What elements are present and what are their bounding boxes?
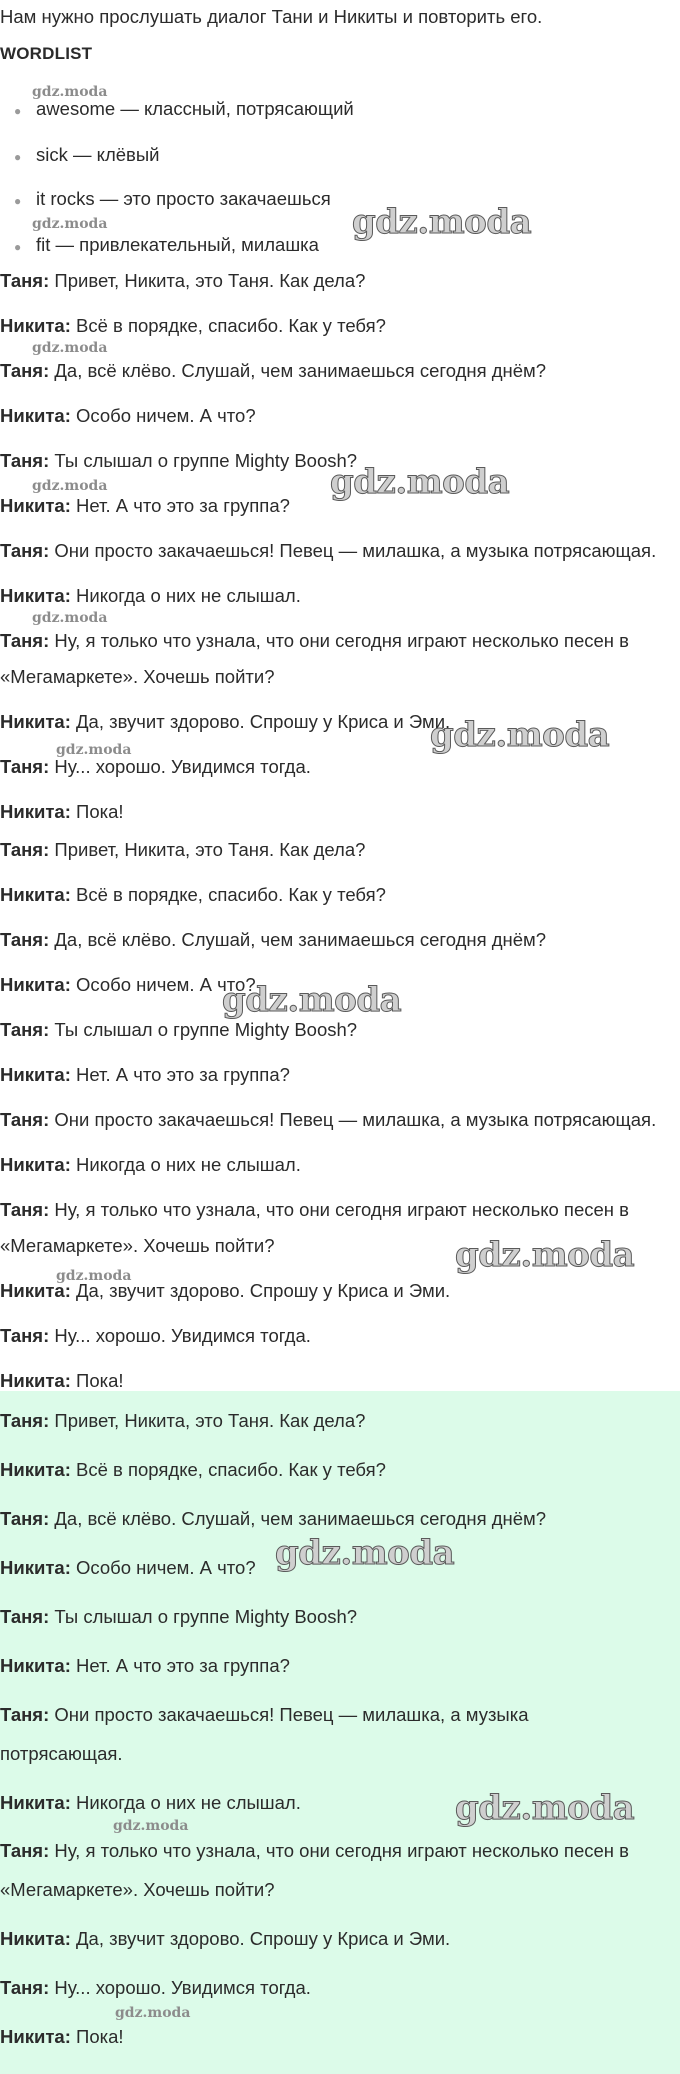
- watermark: gdz.moda: [330, 462, 510, 502]
- speaker-label: Никита:: [0, 405, 71, 426]
- speaker-label: Никита:: [0, 1655, 71, 1676]
- dialog-text: Никогда о них не слышал.: [76, 585, 301, 606]
- speaker-label: Таня:: [0, 1410, 50, 1431]
- dialog-line-nikita: [0, 585, 301, 607]
- dialog-text: Нет. А что это за группа?: [76, 1064, 290, 1085]
- dialog-line-tanya: [0, 1410, 365, 1432]
- watermark: gdz.moda: [455, 1788, 635, 1828]
- dialog-line-tanya: [0, 1325, 311, 1347]
- dialog-line-tanya: [0, 360, 546, 382]
- dialog-line-nikita: [0, 974, 256, 996]
- speaker-label: Никита:: [0, 1154, 71, 1175]
- speaker-label: Таня:: [0, 756, 50, 777]
- dialog-text: Ты слышал о группе Mighty Boosh?: [54, 1019, 358, 1040]
- wordlist-item: fit — привлекательный, милашка: [36, 234, 319, 255]
- speaker-label: Таня:: [0, 540, 50, 561]
- dialog-text: Никогда о них не слышал.: [76, 1154, 301, 1175]
- dialog-text: Нет. А что это за группа?: [76, 1655, 290, 1676]
- dialog-line-continuation: «Мегамаркете». Хочешь пойти?: [0, 666, 275, 687]
- dialog-text: Нет. А что это за группа?: [76, 495, 290, 516]
- dialog-text: Всё в порядке, спасибо. Как у тебя?: [76, 315, 386, 336]
- dialog-text: Всё в порядке, спасибо. Как у тебя?: [76, 884, 386, 905]
- speaker-label: Таня:: [0, 1704, 50, 1725]
- dialog-line-nikita: [0, 1557, 256, 1579]
- watermark: gdz.moda: [32, 340, 108, 356]
- speaker-label: Таня:: [0, 839, 50, 860]
- dialog-line-tanya: [0, 1704, 529, 1726]
- dialog-line-tanya: [0, 756, 311, 778]
- dialog-text: Они просто закачаешься! Певец — милашка, а музыка: [54, 1704, 529, 1725]
- dialog-line-tanya: [0, 1840, 629, 1862]
- watermark: gdz.moda: [56, 1268, 132, 1284]
- speaker-label: Никита:: [0, 315, 71, 336]
- speaker-label: Никита:: [0, 1792, 71, 1813]
- watermark: gdz.moda: [455, 1235, 635, 1275]
- speaker-label: Никита:: [0, 1064, 71, 1085]
- dialog-line-tanya: [0, 450, 357, 472]
- dialog-line-nikita: [0, 711, 450, 733]
- speaker-label: Никита:: [0, 711, 71, 732]
- dialog-text: Они просто закачаешься! Певец — милашка, а музыка потрясающая.: [54, 1109, 657, 1130]
- dialog-line-nikita: [0, 495, 290, 517]
- dialog-text: Ну... хорошо. Увидимся тогда.: [54, 1325, 311, 1346]
- dialog-text: Ну, я только что узнала, что они сегодня играют несколько песен в: [54, 1199, 629, 1220]
- speaker-label: Таня:: [0, 1840, 50, 1861]
- watermark: gdz.moda: [32, 610, 108, 626]
- watermark: gdz.moda: [32, 478, 108, 494]
- speaker-label: Никита:: [0, 1557, 71, 1578]
- dialog-line-nikita: [0, 405, 256, 427]
- speaker-label: Никита:: [0, 495, 71, 516]
- speaker-label: Никита:: [0, 1280, 71, 1301]
- dialog-text: Привет, Никита, это Таня. Как дела?: [54, 270, 366, 291]
- watermark: gdz.moda: [430, 715, 610, 755]
- dialog-line-nikita: [0, 801, 124, 823]
- bullet-icon: ●: [14, 240, 22, 254]
- dialog-text: Они просто закачаешься! Певец — милашка, а музыка потрясающая.: [54, 540, 657, 561]
- dialog-line-nikita: [0, 315, 386, 337]
- watermark: gdz.moda: [32, 216, 108, 232]
- speaker-label: Таня:: [0, 1109, 50, 1130]
- speaker-label: Таня:: [0, 630, 50, 651]
- dialog-text: Особо ничем. А что?: [76, 974, 256, 995]
- dialog-line-tanya: [0, 1977, 311, 1999]
- watermark: gdz.moda: [275, 1533, 455, 1573]
- dialog-text: Пока!: [76, 2026, 124, 2047]
- dialog-line-nikita: [0, 884, 386, 906]
- dialog-text: Пока!: [76, 801, 124, 822]
- wordlist-heading: WORDLIST: [0, 44, 93, 63]
- dialog-line-nikita: [0, 1064, 290, 1086]
- speaker-label: Таня:: [0, 1508, 50, 1529]
- dialog-line-tanya: [0, 540, 656, 562]
- speaker-label: Никита:: [0, 884, 71, 905]
- dialog-text: Да, всё клёво. Слушай, чем занимаешься сегодня днём?: [54, 360, 547, 381]
- dialog-text: Ну... хорошо. Увидимся тогда.: [54, 1977, 311, 1998]
- dialog-line-nikita: [0, 1655, 290, 1677]
- dialog-line-tanya: [0, 1508, 546, 1530]
- speaker-label: Никита:: [0, 585, 71, 606]
- speaker-label: Таня:: [0, 450, 50, 471]
- speaker-label: Таня:: [0, 1977, 50, 1998]
- speaker-label: Никита:: [0, 1459, 71, 1480]
- dialog-line-tanya: [0, 1606, 357, 1628]
- watermark: gdz.moda: [222, 980, 402, 1020]
- dialog-line-tanya: [0, 929, 546, 951]
- bullet-icon: ●: [14, 104, 22, 118]
- watermark: gdz.moda: [32, 84, 108, 100]
- dialog-text: Пока!: [76, 1370, 124, 1391]
- dialog-line-tanya: [0, 1109, 656, 1131]
- dialog-text: Привет, Никита, это Таня. Как дела?: [54, 839, 366, 860]
- dialog-text: Ну, я только что узнала, что они сегодня играют несколько песен в: [54, 630, 629, 651]
- dialog-text: Всё в порядке, спасибо. Как у тебя?: [76, 1459, 386, 1480]
- speaker-label: Таня:: [0, 1325, 50, 1346]
- speaker-label: Никита:: [0, 801, 71, 822]
- dialog-line-continuation: «Мегамаркете». Хочешь пойти?: [0, 1235, 275, 1256]
- wordlist-item: sick — клёвый: [36, 144, 160, 165]
- dialog-line-nikita: [0, 2026, 124, 2048]
- watermark: gdz.moda: [115, 2005, 191, 2021]
- dialog-text: Привет, Никита, это Таня. Как дела?: [54, 1410, 366, 1431]
- watermark: gdz.moda: [352, 202, 532, 242]
- bullet-icon: ●: [14, 150, 22, 164]
- dialog-line-nikita: [0, 1154, 301, 1176]
- dialog-text: Ты слышал о группе Mighty Boosh?: [54, 450, 358, 471]
- dialog-line-nikita: [0, 1459, 386, 1481]
- dialog-line-tanya: [0, 270, 365, 292]
- dialog-line-tanya: [0, 839, 365, 861]
- dialog-line-nikita: [0, 1928, 450, 1950]
- bullet-icon: ●: [14, 194, 22, 208]
- speaker-label: Никита:: [0, 974, 71, 995]
- dialog-line-nikita: [0, 1792, 301, 1814]
- dialog-text: Да, всё клёво. Слушай, чем занимаешься сегодня днём?: [54, 929, 547, 950]
- dialog-text: Ну... хорошо. Увидимся тогда.: [54, 756, 311, 777]
- watermark: gdz.moda: [113, 1818, 189, 1834]
- dialog-text: Да, звучит здорово. Спрошу у Криса и Эми.: [76, 711, 451, 732]
- speaker-label: Никита:: [0, 2026, 71, 2047]
- speaker-label: Таня:: [0, 270, 50, 291]
- dialog-line-tanya: [0, 1019, 357, 1041]
- speaker-label: Таня:: [0, 360, 50, 381]
- dialog-text: Да, звучит здорово. Спрошу у Криса и Эми.: [76, 1280, 451, 1301]
- speaker-label: Таня:: [0, 1019, 50, 1040]
- dialog-text: Да, звучит здорово. Спрошу у Криса и Эми.: [76, 1928, 451, 1949]
- highlighted-dialog-block: [0, 1391, 680, 2074]
- dialog-text: Никогда о них не слышал.: [76, 1792, 301, 1813]
- watermark: gdz.moda: [56, 742, 132, 758]
- dialog-line-nikita: [0, 1370, 124, 1392]
- dialog-line-tanya: [0, 1199, 629, 1221]
- dialog-text: Да, всё клёво. Слушай, чем занимаешься сегодня днём?: [54, 1508, 547, 1529]
- dialog-text: Ну, я только что узнала, что они сегодня играют несколько песен в: [54, 1840, 629, 1861]
- speaker-label: Никита:: [0, 1370, 71, 1391]
- wordlist-item: it rocks — это просто закачаешься: [36, 188, 331, 209]
- dialog-text: Особо ничем. А что?: [76, 1557, 256, 1578]
- speaker-label: Таня:: [0, 929, 50, 950]
- intro-text: Нам нужно прослушать диалог Тани и Никиты и повторить его.: [0, 6, 543, 27]
- dialog-line-continuation: «Мегамаркете». Хочешь пойти?: [0, 1879, 275, 1900]
- speaker-label: Никита:: [0, 1928, 71, 1949]
- speaker-label: Таня:: [0, 1606, 50, 1627]
- speaker-label: Таня:: [0, 1199, 50, 1220]
- dialog-text: Особо ничем. А что?: [76, 405, 256, 426]
- dialog-text: Ты слышал о группе Mighty Boosh?: [54, 1606, 358, 1627]
- dialog-line-tanya: [0, 630, 629, 652]
- wordlist-item: awesome — классный, потрясающий: [36, 98, 354, 119]
- dialog-line-continuation: потрясающая.: [0, 1743, 123, 1764]
